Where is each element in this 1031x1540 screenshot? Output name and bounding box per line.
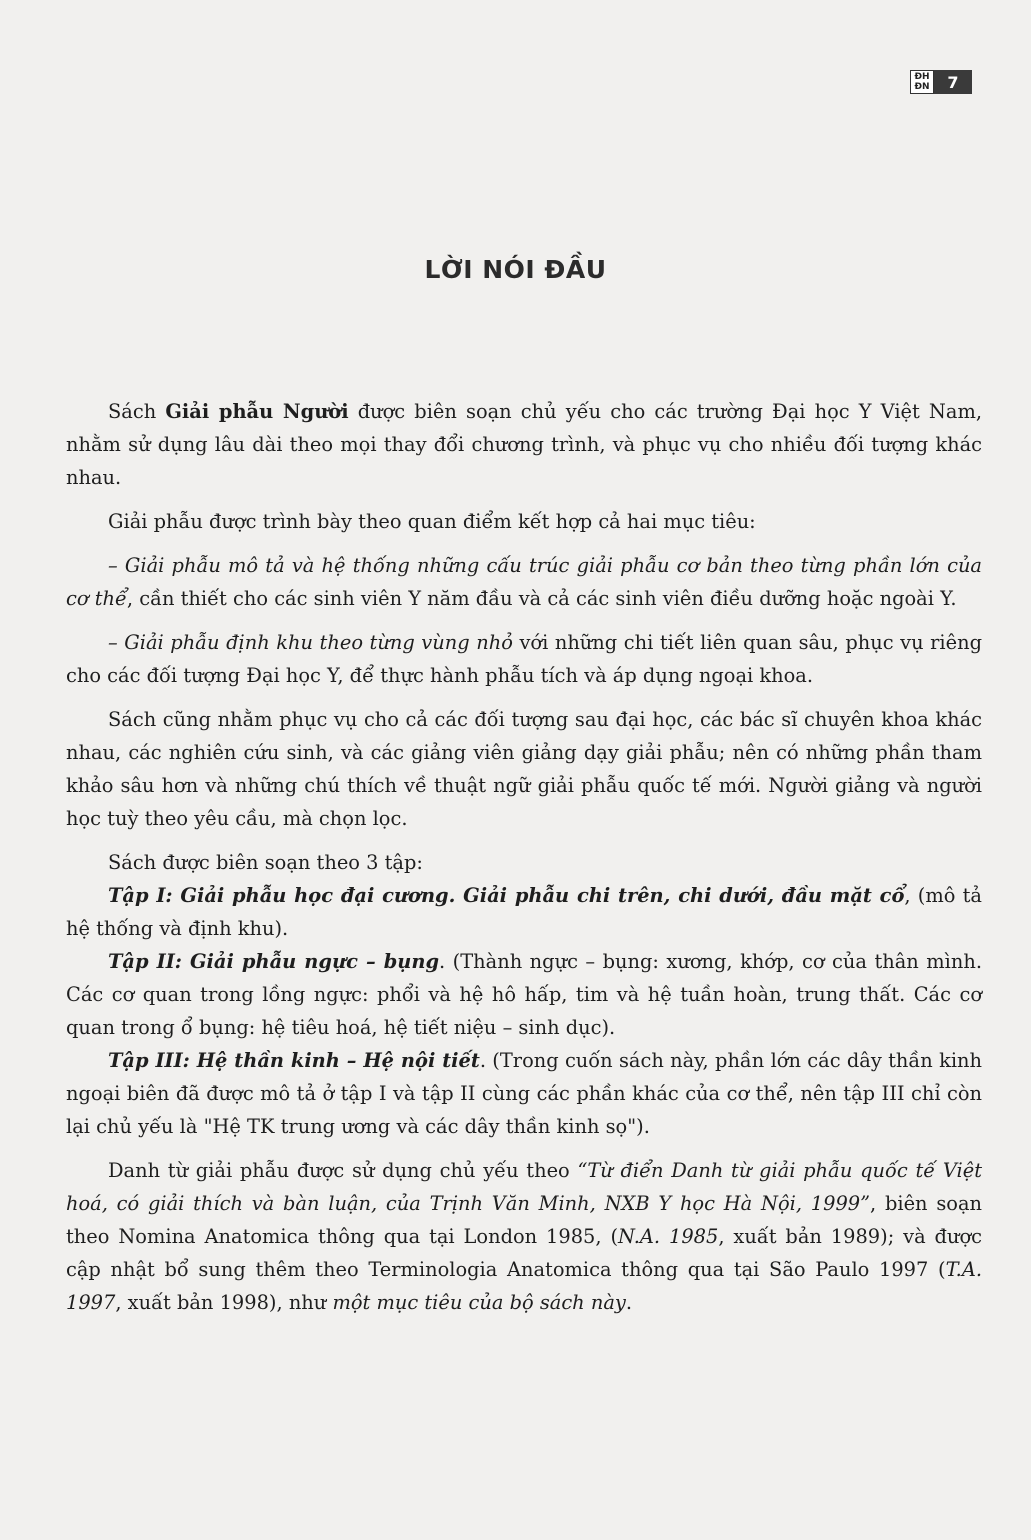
p7-text-g: , xuất bản 1998), như xyxy=(115,1291,333,1314)
volume-3-desc: . (Trong cuốn sách này, phần lớn các dây thần kinh ngoại biên đã được mô tả ở tập I và tập II cùng các phần khác của cơ thể, nên tập III chỉ còn lại chủ yếu là "Hệ TK trung ương và các dây thần kinh sọ"). xyxy=(66,1049,982,1138)
publisher-logo-mark xyxy=(910,70,934,94)
volume-1 xyxy=(66,879,982,945)
paragraph-4 xyxy=(66,626,982,692)
publisher-logo xyxy=(910,70,972,94)
p7-text-c: , biên soạn theo Nomina Anatomica thông qua tại London 1985, ( xyxy=(66,1192,982,1248)
volume-1-desc: , (mô tả hệ thống và định khu). xyxy=(66,884,982,940)
paragraph-5: Sách cũng nhằm phục vụ cho cả các đối tượng sau đại học, các bác sĩ chuyên khoa khác nhau, các nghiên cứu sinh, và các giảng viên giảng dạy giải phẫu; nên có những phần tham khảo sâu hơn và những chú thích về thuật ngữ giải phẫu quốc tế mới. Người giảng và người học tuỳ theo yêu cầu, mà chọn lọc. xyxy=(66,708,982,830)
p3-rest: , cần thiết cho các sinh viên Y năm đầu và cả các sinh viên điều dưỡng hoặc ngoài Y. xyxy=(126,587,957,610)
p1-text-a: Sách xyxy=(108,400,166,423)
book-title-bold: Giải phẫu Người xyxy=(165,400,349,423)
volume-3-title: Tập III: Hệ thần kinh – Hệ nội tiết xyxy=(108,1049,480,1072)
volume-2 xyxy=(66,945,982,1044)
volume-3 xyxy=(66,1044,982,1143)
p7-end: . xyxy=(625,1291,633,1314)
page-title: LỜI NÓI ĐẦU xyxy=(424,255,607,284)
p7-goal: một mục tiêu của bộ sách này xyxy=(332,1291,626,1314)
page-number: 7 xyxy=(934,70,972,94)
p7-text-e: , xuất bản 1989); và được cập nhật bổ sung thêm theo Terminologia Anatomica thông qua tại São Paulo 1997 ( xyxy=(66,1225,982,1281)
p4-rest: với những chi tiết liên quan sâu, phục vụ riêng cho các đối tượng Đại học Y, để thực hành phẫu tích và áp dụng ngoại khoa. xyxy=(66,631,983,687)
p3-italic: – Giải phẫu mô tả và hệ thống những cấu trúc giải phẫu cơ bản theo từng phần lớn của cơ thể xyxy=(66,554,982,610)
logo-top-text: ĐH xyxy=(914,72,930,82)
na-1985: N.A. 1985 xyxy=(618,1225,719,1248)
preface-body xyxy=(66,395,982,1330)
paragraph-6: Sách được biên soạn theo 3 tập: xyxy=(108,851,423,874)
volume-1-title: Tập I: Giải phẫu học đại cương. Giải phẫu chi trên, chi dưới, đầu mặt cổ xyxy=(108,884,905,907)
paragraph-1 xyxy=(66,395,982,494)
volume-2-desc: . (Thành ngực – bụng: xương, khớp, cơ của thân mình. Các cơ quan trong lồng ngực: phổi và hệ hô hấp, tim và hệ tuần hoàn, trung thất. Các cơ quan trong ổ bụng: hệ tiêu hoá, hệ tiết niệu – sinh dục). xyxy=(66,950,982,1039)
logo-bottom-text: ĐN xyxy=(914,82,930,92)
paragraph-7 xyxy=(66,1154,982,1319)
paragraph-3 xyxy=(66,549,982,615)
ta-1997: T.A. 1997 xyxy=(66,1258,982,1314)
p1-text-c: được biên soạn chủ yếu cho các trường Đại học Y Việt Nam, nhằm sử dụng lâu dài theo mọi thay đổi chương trình, và phục vụ cho nhiều đối tượng khác nhau. xyxy=(66,400,983,489)
volume-2-title: Tập II: Giải phẫu ngực – bụng xyxy=(108,950,440,973)
paragraph-2: Giải phẫu được trình bày theo quan điểm kết hợp cả hai mục tiêu: xyxy=(108,510,756,533)
p7-text-a: Danh từ giải phẫu được sử dụng chủ yếu theo xyxy=(108,1159,578,1182)
dictionary-reference: “Từ điển Danh từ giải phẫu quốc tế Việt hoá, có giải thích và bàn luận, của Trịnh Văn Minh, NXB Y học Hà Nội, 1999” xyxy=(66,1159,983,1215)
p4-italic: – Giải phẫu định khu theo từng vùng nhỏ xyxy=(108,631,513,654)
